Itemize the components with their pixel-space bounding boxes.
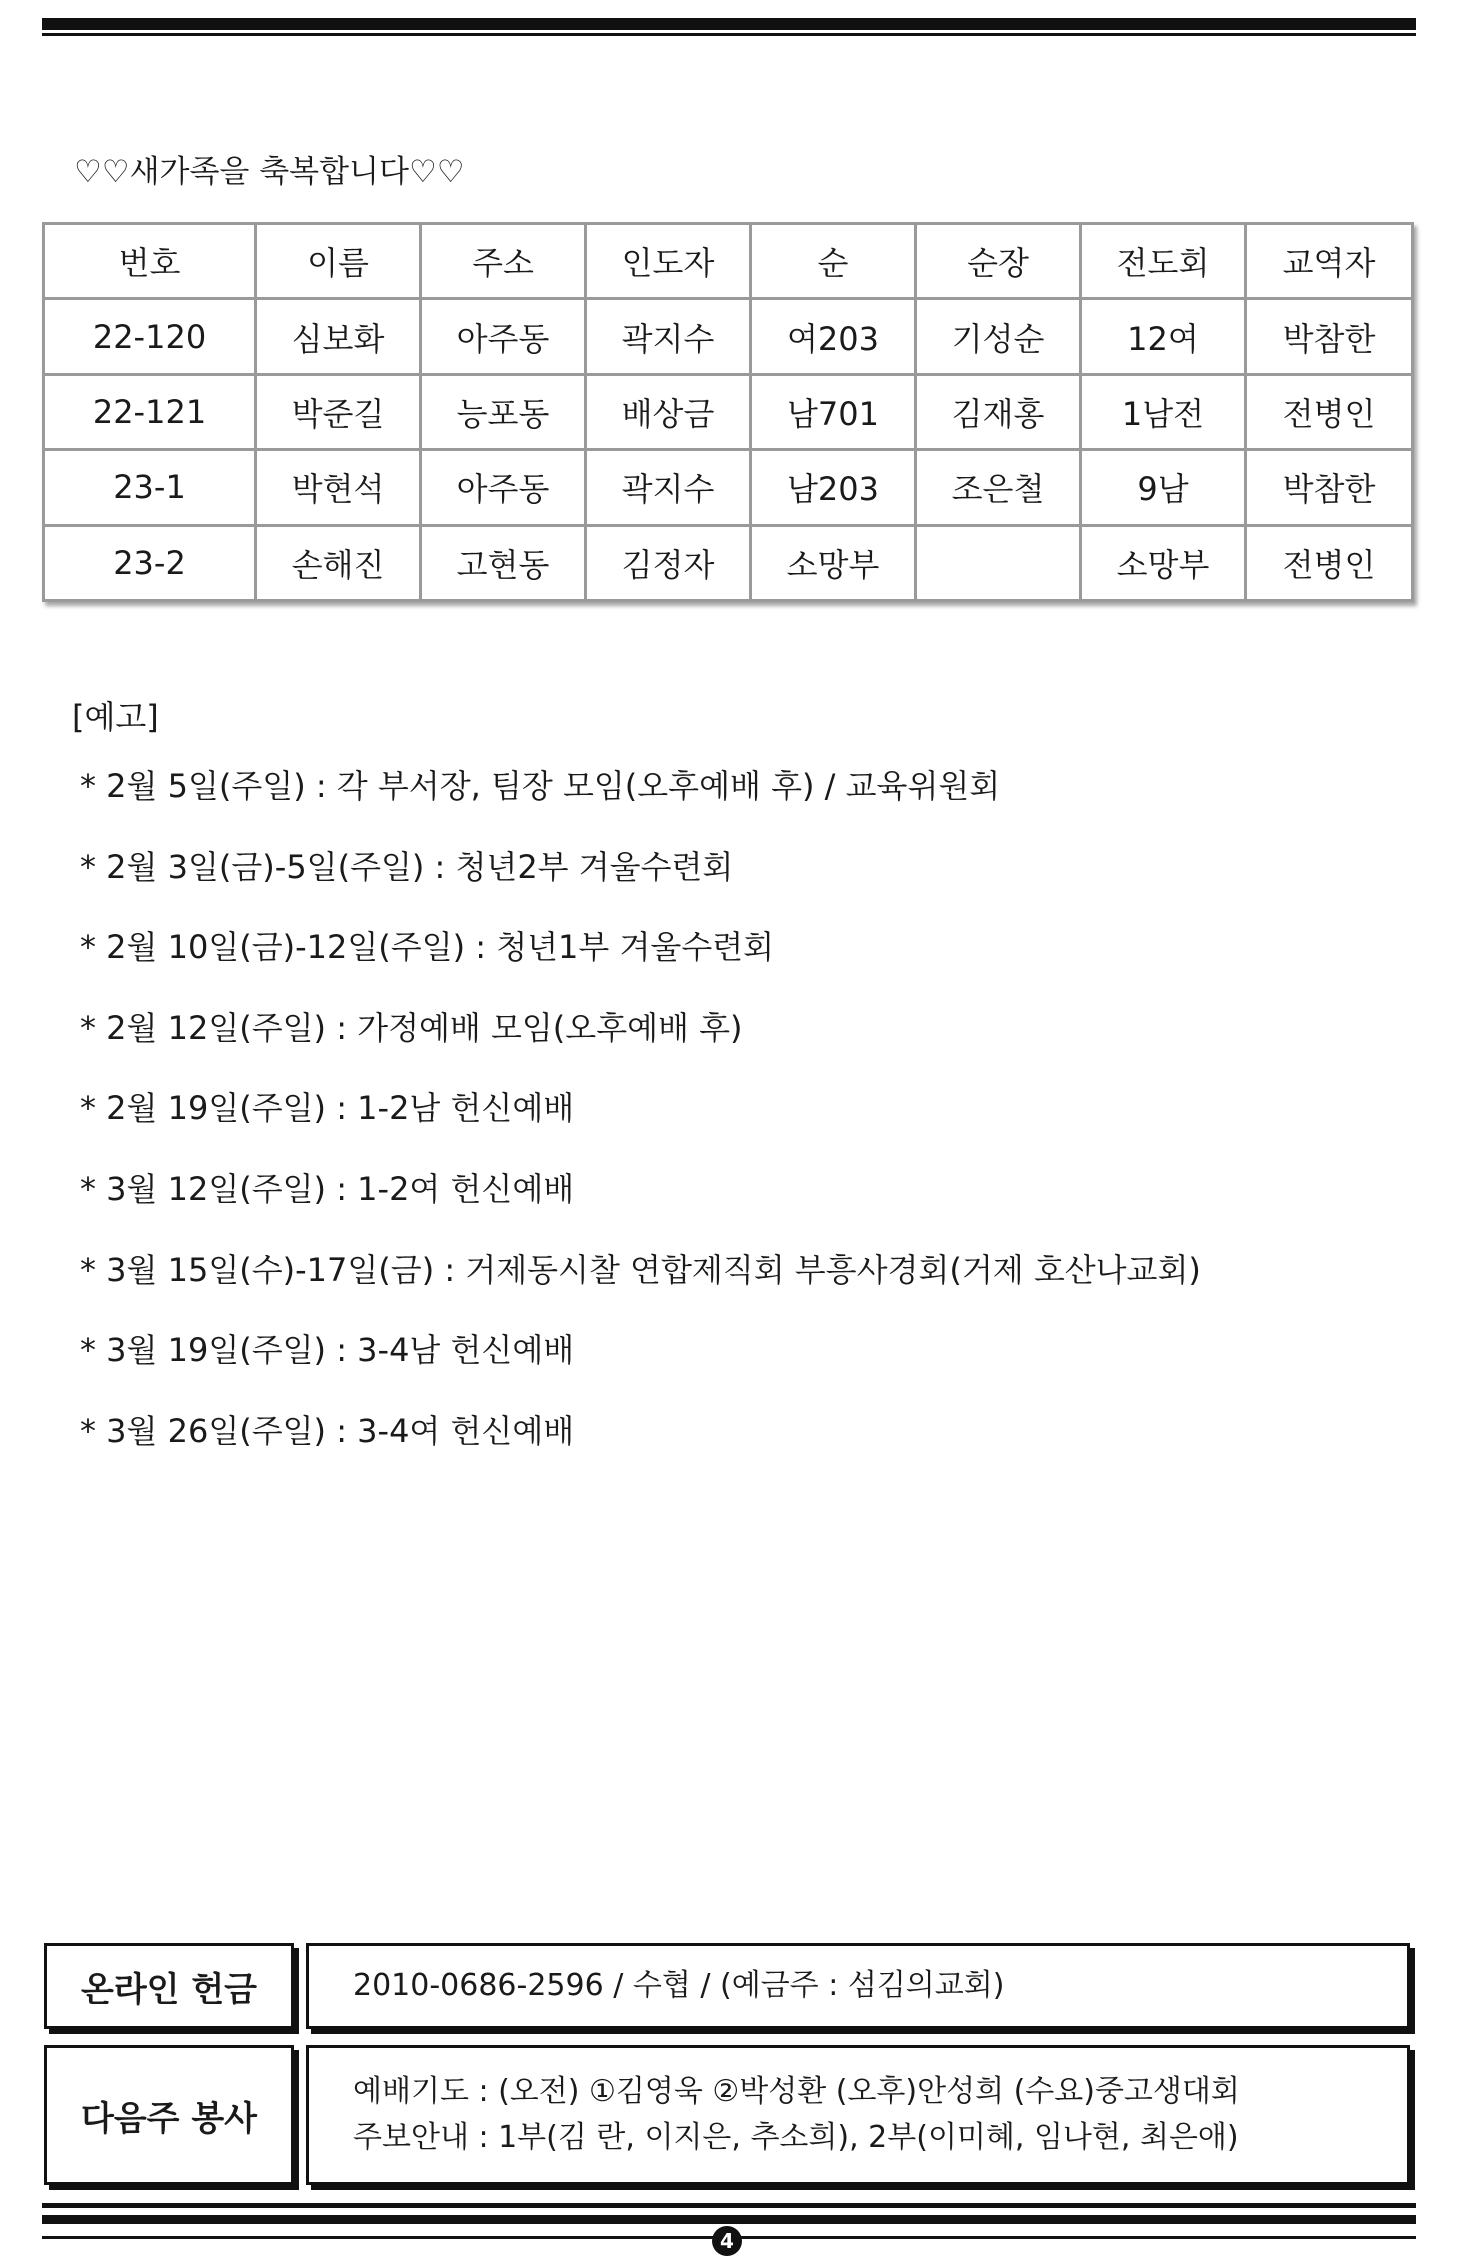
table-cell: 박현석 [256,450,421,525]
table-cell: 전병인 [1246,525,1413,600]
table-cell: 기성순 [916,299,1081,374]
table-cell: 손해진 [256,525,421,600]
table-cell: 남701 [751,374,916,449]
table-cell: 22-121 [44,374,256,449]
notice-item: * 3월 12일(주일) : 1-2여 헌신예배 [80,1169,575,1208]
table-cell: 조은철 [916,450,1081,525]
bottom-rule-thick-2 [42,2215,1416,2224]
table-header-row [44,224,1413,299]
table-cell: 고현동 [421,525,586,600]
next-week-service-label: 다음주 봉사 [80,2098,258,2139]
notice-item: * 2월 3일(금)-5일(주일) : 청년2부 겨울수련회 [80,847,734,886]
table-cell: 12여 [1081,299,1246,374]
notice-item: * 3월 26일(주일) : 3-4여 헌신예배 [80,1411,575,1450]
table-cell: 1남전 [1081,374,1246,449]
table-cell: 곽지수 [586,299,751,374]
notice-item: * 3월 15일(수)-17일(금) : 거제동시찰 연합제직회 부흥사경회(거제 호산나교회) [80,1250,1201,1289]
table-cell: 여203 [751,299,916,374]
service-usher-line: 주보안내 : 1부(김 란, 이지은, 추소희), 2부(이미혜, 임나현, 최은애) [353,2120,1239,2155]
notice-list [80,762,1201,1487]
table-cell: 아주동 [421,450,586,525]
new-family-table [42,222,1414,602]
online-offering-text: 2010-0686-2596 / 수협 / (예금주 : 섬김의교회) [353,1968,1005,2003]
header-cell-guide: 인도자 [586,224,751,299]
next-week-service-label-box [44,2045,294,2185]
table-cell: 23-1 [44,450,256,525]
online-offering-label-box [44,1943,294,2029]
online-offering-content-box [306,1943,1410,2029]
table-cell: 김재홍 [916,374,1081,449]
notice-title: [예고] [72,698,159,736]
table-row [44,374,1413,449]
notice-item: * 3월 19일(주일) : 3-4남 헌신예배 [80,1331,575,1370]
notice-item: * 2월 19일(주일) : 1-2남 헌신예배 [80,1089,575,1128]
table-cell: 22-120 [44,299,256,374]
table-cell: 전병인 [1246,374,1413,449]
table-cell: 심보화 [256,299,421,374]
notice-item: * 2월 5일(주일) : 각 부서장, 팀장 모임(오후예배 후) / 교육위원회 [80,767,1001,805]
table-cell: 소망부 [751,525,916,600]
table-cell: 박참한 [1246,299,1413,374]
top-rule-thick [42,18,1416,30]
table-row [44,525,1413,600]
page-number-badge [712,2226,742,2256]
table-cell: 23-2 [44,525,256,600]
table-cell: 아주동 [421,299,586,374]
table-cell: 김정자 [586,525,751,600]
table-cell: 소망부 [1081,525,1246,600]
table-cell: 박준길 [256,374,421,449]
top-rule-thin [42,33,1416,36]
service-prayer-line: 예배기도 : (오전) ①김영욱 ②박성환 (오후)안성희 (수요)중고생대회 [353,2074,1240,2109]
new-family-heading: ♡♡새가족을 축복합니다♡♡ [74,154,465,190]
header-cell-pastor: 교역자 [1246,224,1413,299]
header-cell-group: 순 [751,224,916,299]
header-cell-mission-society: 전도회 [1081,224,1246,299]
header-cell-group-leader: 순장 [916,224,1081,299]
table-cell [916,525,1081,600]
table-cell: 곽지수 [586,450,751,525]
next-week-service-content-box [306,2045,1410,2185]
header-cell-number: 번호 [44,224,256,299]
table-cell: 박참한 [1246,450,1413,525]
table-cell: 능포동 [421,374,586,449]
header-cell-address: 주소 [421,224,586,299]
online-offering-label: 온라인 헌금 [80,1969,258,2010]
notice-item: * 2월 12일(주일) : 가정예배 모임(오후예배 후) [80,1008,743,1047]
notice-item: * 2월 10일(금)-12일(주일) : 청년1부 겨울수련회 [80,928,775,967]
header-cell-name: 이름 [256,224,421,299]
page-number: 4 [720,2229,734,2253]
table-row [44,450,1413,525]
bottom-rule-thick [42,2203,1416,2208]
table-cell: 남203 [751,450,916,525]
table-row [44,299,1413,374]
table-cell: 배상금 [586,374,751,449]
table-cell: 9남 [1081,450,1246,525]
